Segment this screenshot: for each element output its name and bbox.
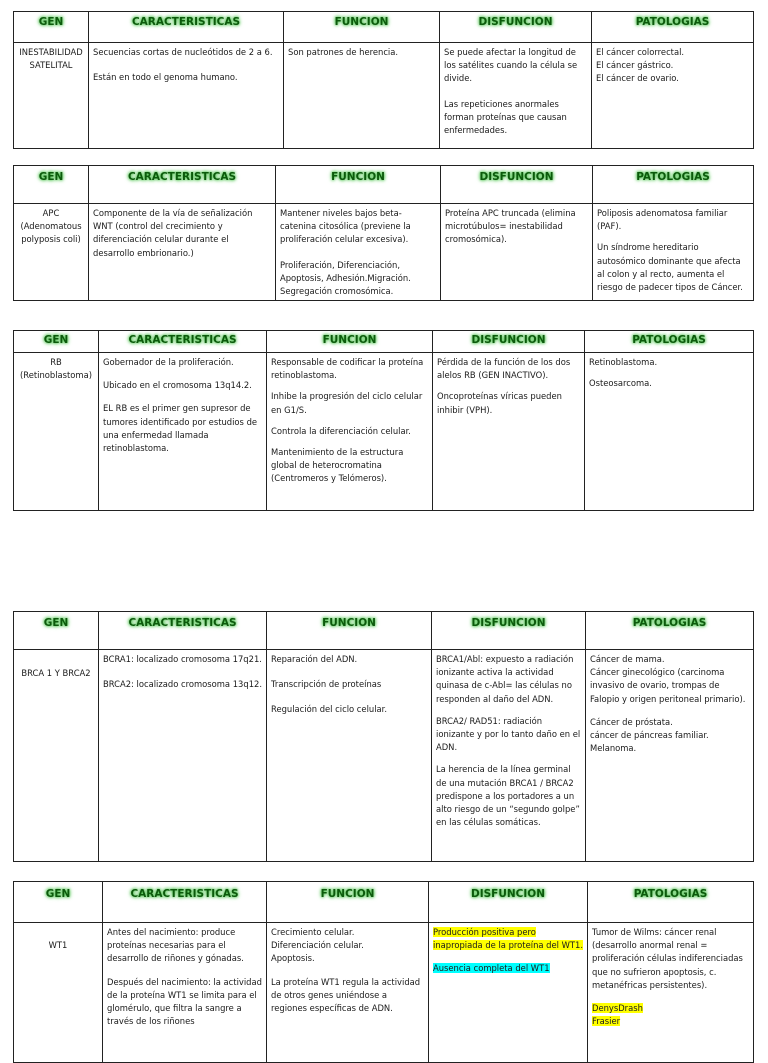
- text-line: Son patrones de herencia.: [288, 47, 399, 57]
- disfuncion-cell: [429, 923, 588, 1063]
- gene-name: WT1: [14, 923, 103, 1063]
- header-funcion: FUNCION: [284, 12, 440, 43]
- text-line: La herencia de la línea germinal de una mutación BRCA1 / BRCA2 predispone a los portadores a un alto riesgo de un “segundo golpe” en las células somáticas.: [436, 764, 580, 828]
- disfuncion-cell: [432, 650, 586, 862]
- gene-table-inestabilidad: [13, 11, 754, 149]
- gene-name: INESTABILIDAD SATELITAL: [14, 43, 89, 149]
- text-line: BRCA2: localizado cromosoma 13q12.: [103, 679, 263, 690]
- patologias-cell: [586, 650, 754, 862]
- header-funcion: FUNCION: [267, 882, 429, 923]
- funcion-cell: [276, 204, 441, 301]
- patologias-cell: [585, 353, 754, 511]
- header-gen: GEN: [14, 12, 89, 43]
- header-row: [14, 166, 754, 204]
- text-line: Pérdida de la función de los dos alelos RB (GEN INACTIVO).: [437, 357, 571, 381]
- text-line: El cáncer colorrectal.: [596, 47, 685, 57]
- caracteristicas-cell: [89, 43, 284, 149]
- text-line: BRCA2/ RAD51: radiación ionizante y por lo tanto daño en el ADN.: [436, 715, 581, 753]
- text-line: [433, 962, 583, 975]
- header-caracteristicas: CARACTERISTICAS: [89, 166, 276, 204]
- text-line: [433, 926, 583, 952]
- text-line: Oncoproteínas víricas pueden inhibir (VPH).: [437, 391, 562, 415]
- caracteristicas-cell: [99, 650, 267, 862]
- header-funcion: FUNCION: [276, 166, 441, 204]
- text-line: Proteína APC truncada (elimina microtúbulos= inestabilidad cromosómica).: [445, 208, 576, 245]
- patologias-cell: [588, 923, 754, 1063]
- text-line: Cáncer de mama. Cáncer ginecológico (carcinoma invasivo de ovario, trompas de Falopio y origen peritoneal primario).: [590, 654, 746, 704]
- text-line: Se puede afectar la longitud de los satélites cuando la célula se divide.: [444, 47, 578, 84]
- header-caracteristicas: CARACTERISTICAS: [89, 12, 284, 43]
- header-row: [14, 12, 754, 43]
- text-line: Controla la diferenciación celular.: [271, 425, 411, 436]
- table-row: [14, 923, 754, 1063]
- header-disfuncion: DISFUNCION: [433, 331, 585, 353]
- text-line: EL RB es el primer gen supresor de tumores identificado por estudios de una enfermedad llamada retinoblastoma.: [103, 403, 258, 454]
- highlighted-text: DenysDrash: [592, 1003, 643, 1014]
- gene-name: BRCA 1 Y BRCA2: [14, 650, 99, 862]
- text-line: Osteosarcoma.: [589, 378, 652, 389]
- header-patologias: PATOLOGIAS: [592, 12, 754, 43]
- text-line: Responsable de codificar la proteína retinoblastoma.: [271, 357, 424, 381]
- text-line: Poliposis adenomatosa familiar (PAF).: [597, 208, 728, 232]
- text-line: BRCA1/Abl: expuesto a radiación ionizante activa la actividad quinasa de c-Abl= las células no responden al daño del ADN.: [436, 654, 574, 704]
- header-patologias: PATOLOGIAS: [588, 882, 754, 923]
- text-line: Ubicado en el cromosoma 13q14.2.: [103, 380, 252, 391]
- highlighted-text: Ausencia completa del WT1: [433, 963, 550, 974]
- text-line: [592, 1015, 749, 1028]
- text-line: Están en todo el genoma humano.: [93, 72, 238, 83]
- text-line: Retinoblastoma.: [589, 357, 658, 367]
- header-disfuncion: DISFUNCION: [432, 612, 586, 650]
- table-row: [14, 204, 754, 301]
- header-gen: GEN: [14, 166, 89, 204]
- funcion-cell: [267, 650, 432, 862]
- gene-table-wt1: [13, 881, 754, 1063]
- funcion-cell: [267, 923, 429, 1063]
- text-line: El cáncer gástrico.: [596, 60, 674, 71]
- caracteristicas-cell: [89, 204, 276, 301]
- text-line: Secuencias cortas de nucleótidos de 2 a 6.: [93, 47, 273, 57]
- patologias-cell: [593, 204, 754, 301]
- gene-table-brca: [13, 611, 754, 862]
- disfuncion-cell: [433, 353, 585, 511]
- funcion-cell: [284, 43, 440, 149]
- table-row: [14, 43, 754, 149]
- gene-name: RB (Retinoblastoma): [14, 353, 99, 511]
- text-line: El cáncer de ovario.: [596, 73, 679, 84]
- header-gen: GEN: [14, 882, 103, 923]
- disfuncion-cell: [441, 204, 593, 301]
- header-disfuncion: DISFUNCION: [441, 166, 593, 204]
- text-line: Proliferación, Diferenciación, Apoptosis, Adhesión.Migración. Segregación cromosómica.: [280, 259, 411, 297]
- disfuncion-cell: [440, 43, 592, 149]
- text-line: Después del nacimiento: la actividad de la proteína WT1 se limita para el glomérulo, que filtra la sangre a través de los riñones: [107, 976, 262, 1027]
- header-caracteristicas: CARACTERISTICAS: [99, 612, 267, 650]
- text-line: Antes del nacimiento: produce proteínas necesarias para el desarrollo de riñones y gónadas.: [107, 927, 244, 964]
- gene-name: APC (Adenomatous polyposis coli): [14, 204, 89, 301]
- header-caracteristicas: CARACTERISTICAS: [99, 331, 267, 353]
- caracteristicas-cell: [103, 923, 267, 1063]
- gene-table-apc: [13, 165, 754, 301]
- header-disfuncion: DISFUNCION: [429, 882, 588, 923]
- gene-table-rb: [13, 330, 754, 511]
- text-line: BCRA1: localizado cromosoma 17q21.: [103, 654, 262, 664]
- text-line: Crecimiento celular. Diferenciación celular. Apoptosis.: [271, 927, 364, 964]
- caracteristicas-cell: [99, 353, 267, 511]
- header-disfuncion: DISFUNCION: [440, 12, 592, 43]
- header-patologias: PATOLOGIAS: [585, 331, 754, 353]
- header-funcion: FUNCION: [267, 612, 432, 650]
- header-row: [14, 331, 754, 353]
- highlighted-text: Frasier: [592, 1016, 621, 1027]
- header-patologias: PATOLOGIAS: [593, 166, 754, 204]
- header-row: [14, 882, 754, 923]
- header-patologias: PATOLOGIAS: [586, 612, 754, 650]
- text-line: Transcripción de proteínas: [271, 679, 382, 690]
- table-row: [14, 650, 754, 862]
- text-line: [592, 1002, 749, 1015]
- text-line: Componente de la vía de señalización WNT (control del crecimiento y diferenciación celular durante el desarrollo embrionario.): [93, 208, 253, 258]
- header-row: [14, 612, 754, 650]
- header-caracteristicas: CARACTERISTICAS: [103, 882, 267, 923]
- text-line: Mantener niveles bajos beta-catenina citosólica (previene la proliferación celular excesiva).: [280, 208, 411, 245]
- header-funcion: FUNCION: [267, 331, 433, 353]
- header-gen: GEN: [14, 612, 99, 650]
- text-line: Regulación del ciclo celular.: [271, 704, 387, 715]
- highlighted-text: Producción positiva pero inapropiada de la proteína del WT1.: [433, 927, 584, 951]
- text-line: Gobernador de la proliferación.: [103, 357, 234, 367]
- header-gen: GEN: [14, 331, 99, 353]
- text-line: Tumor de Wilms: cáncer renal (desarrollo anormal renal = proliferación células indiferenciadas que no sufrieron apoptosis, c. metanéfricas persistentes).: [592, 927, 743, 990]
- funcion-cell: [267, 353, 433, 511]
- text-line: Mantenimiento de la estructura global de heterocromatina (Centromeros y Telómeros).: [271, 447, 404, 484]
- text-line: Reparación del ADN.: [271, 654, 358, 664]
- text-line: La proteína WT1 regula la actividad de otros genes uniéndose a regiones específicas de ADN.: [271, 976, 421, 1014]
- text-line: Inhibe la progresión del ciclo celular en G1/S.: [271, 391, 423, 415]
- table-row: [14, 353, 754, 511]
- text-line: Cáncer de próstata. cáncer de páncreas familiar. Melanoma.: [590, 716, 709, 754]
- patologias-cell: [592, 43, 754, 149]
- text-line: Un síndrome hereditario autosómico dominante que afecta al colon y al recto, aumenta el riesgo de padecer tipos de Cáncer.: [597, 242, 743, 293]
- text-line: Las repeticiones anormales forman proteínas que causan enfermedades.: [444, 98, 567, 136]
